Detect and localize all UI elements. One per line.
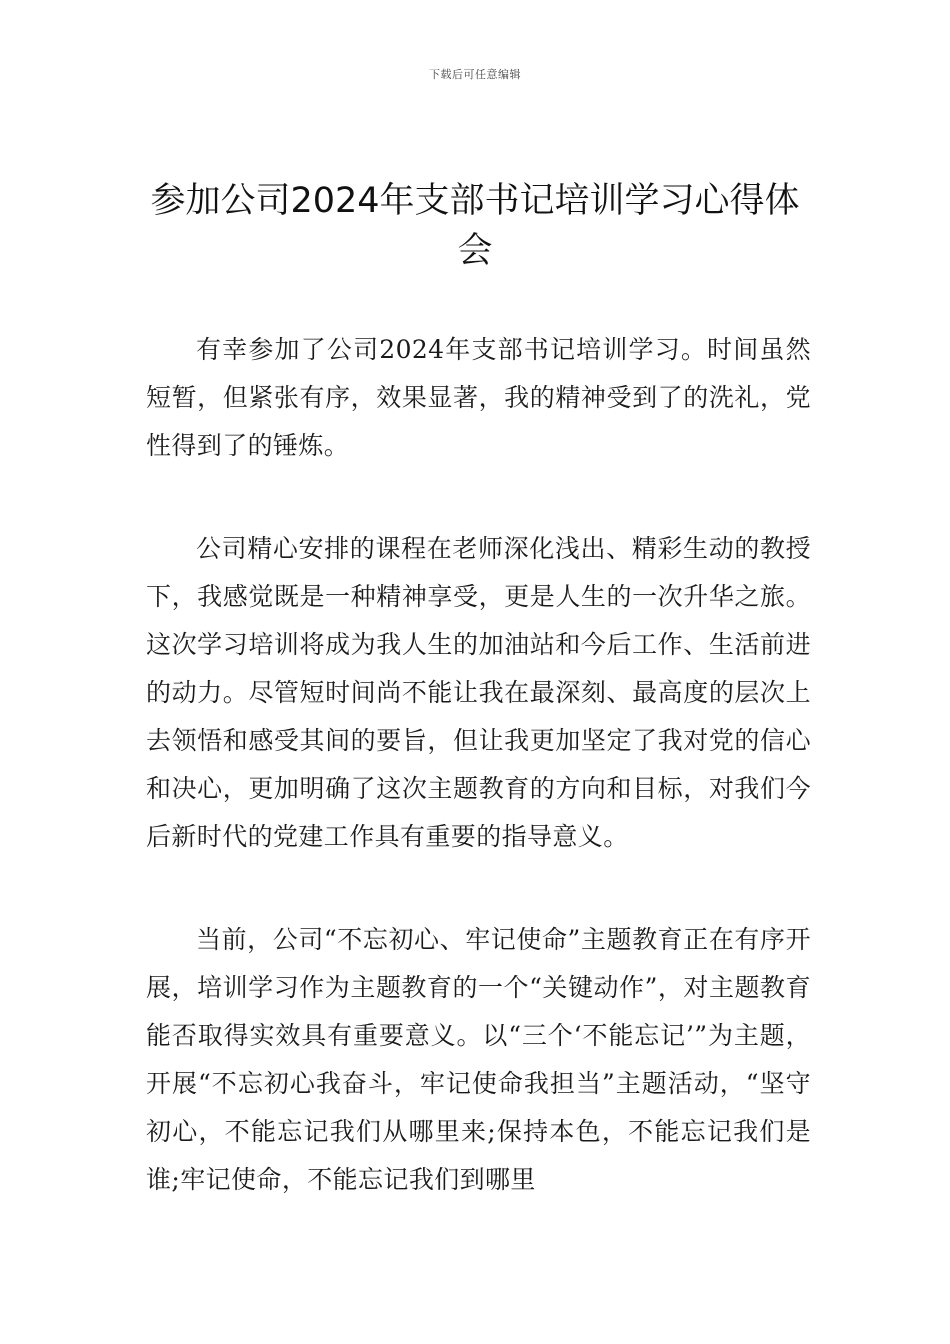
- document-title: 参加公司2024年支部书记培训学习心得体会: [150, 181, 800, 271]
- paragraph-3: 当前，公司“不忘初心、牢记使命”主题教育正在有序开展，培训学习作为主题教育的一个“关键动作”，对主题教育能否取得实效具有重要意义。以“三个‘不能忘记’”为主题，开展“不忘初心我奋斗，牢记使命我担当”主题活动，“坚守初心，不能忘记我们从哪里来;保持本色，不能忘记我们是谁;牢记使命，不能忘记我们到哪里: [146, 925, 811, 1194]
- document-body: [146, 326, 811, 1259]
- paragraph-2: 公司精心安排的课程在老师深化浅出、精彩生动的教授下，我感觉既是一种精神享受，更是人生的一次升华之旅。这次学习培训将成为我人生的加油站和今后工作、生活前进的动力。尽管短时间尚不能让我在最深刻、最高度的层次上去领悟和感受其间的要旨，但让我更加坚定了我对党的信心和决心，更加明确了这次主题教育的方向和目标，对我们今后新时代的党建工作具有重要的指导意义。: [146, 534, 811, 851]
- header-note: 下载后可任意编辑: [429, 68, 521, 81]
- paragraph-1: 有幸参加了公司2024年支部书记培训学习。时间虽然短暂，但紧张有序，效果显著，我的精神受到了的洗礼，党性得到了的锤炼。: [146, 335, 811, 460]
